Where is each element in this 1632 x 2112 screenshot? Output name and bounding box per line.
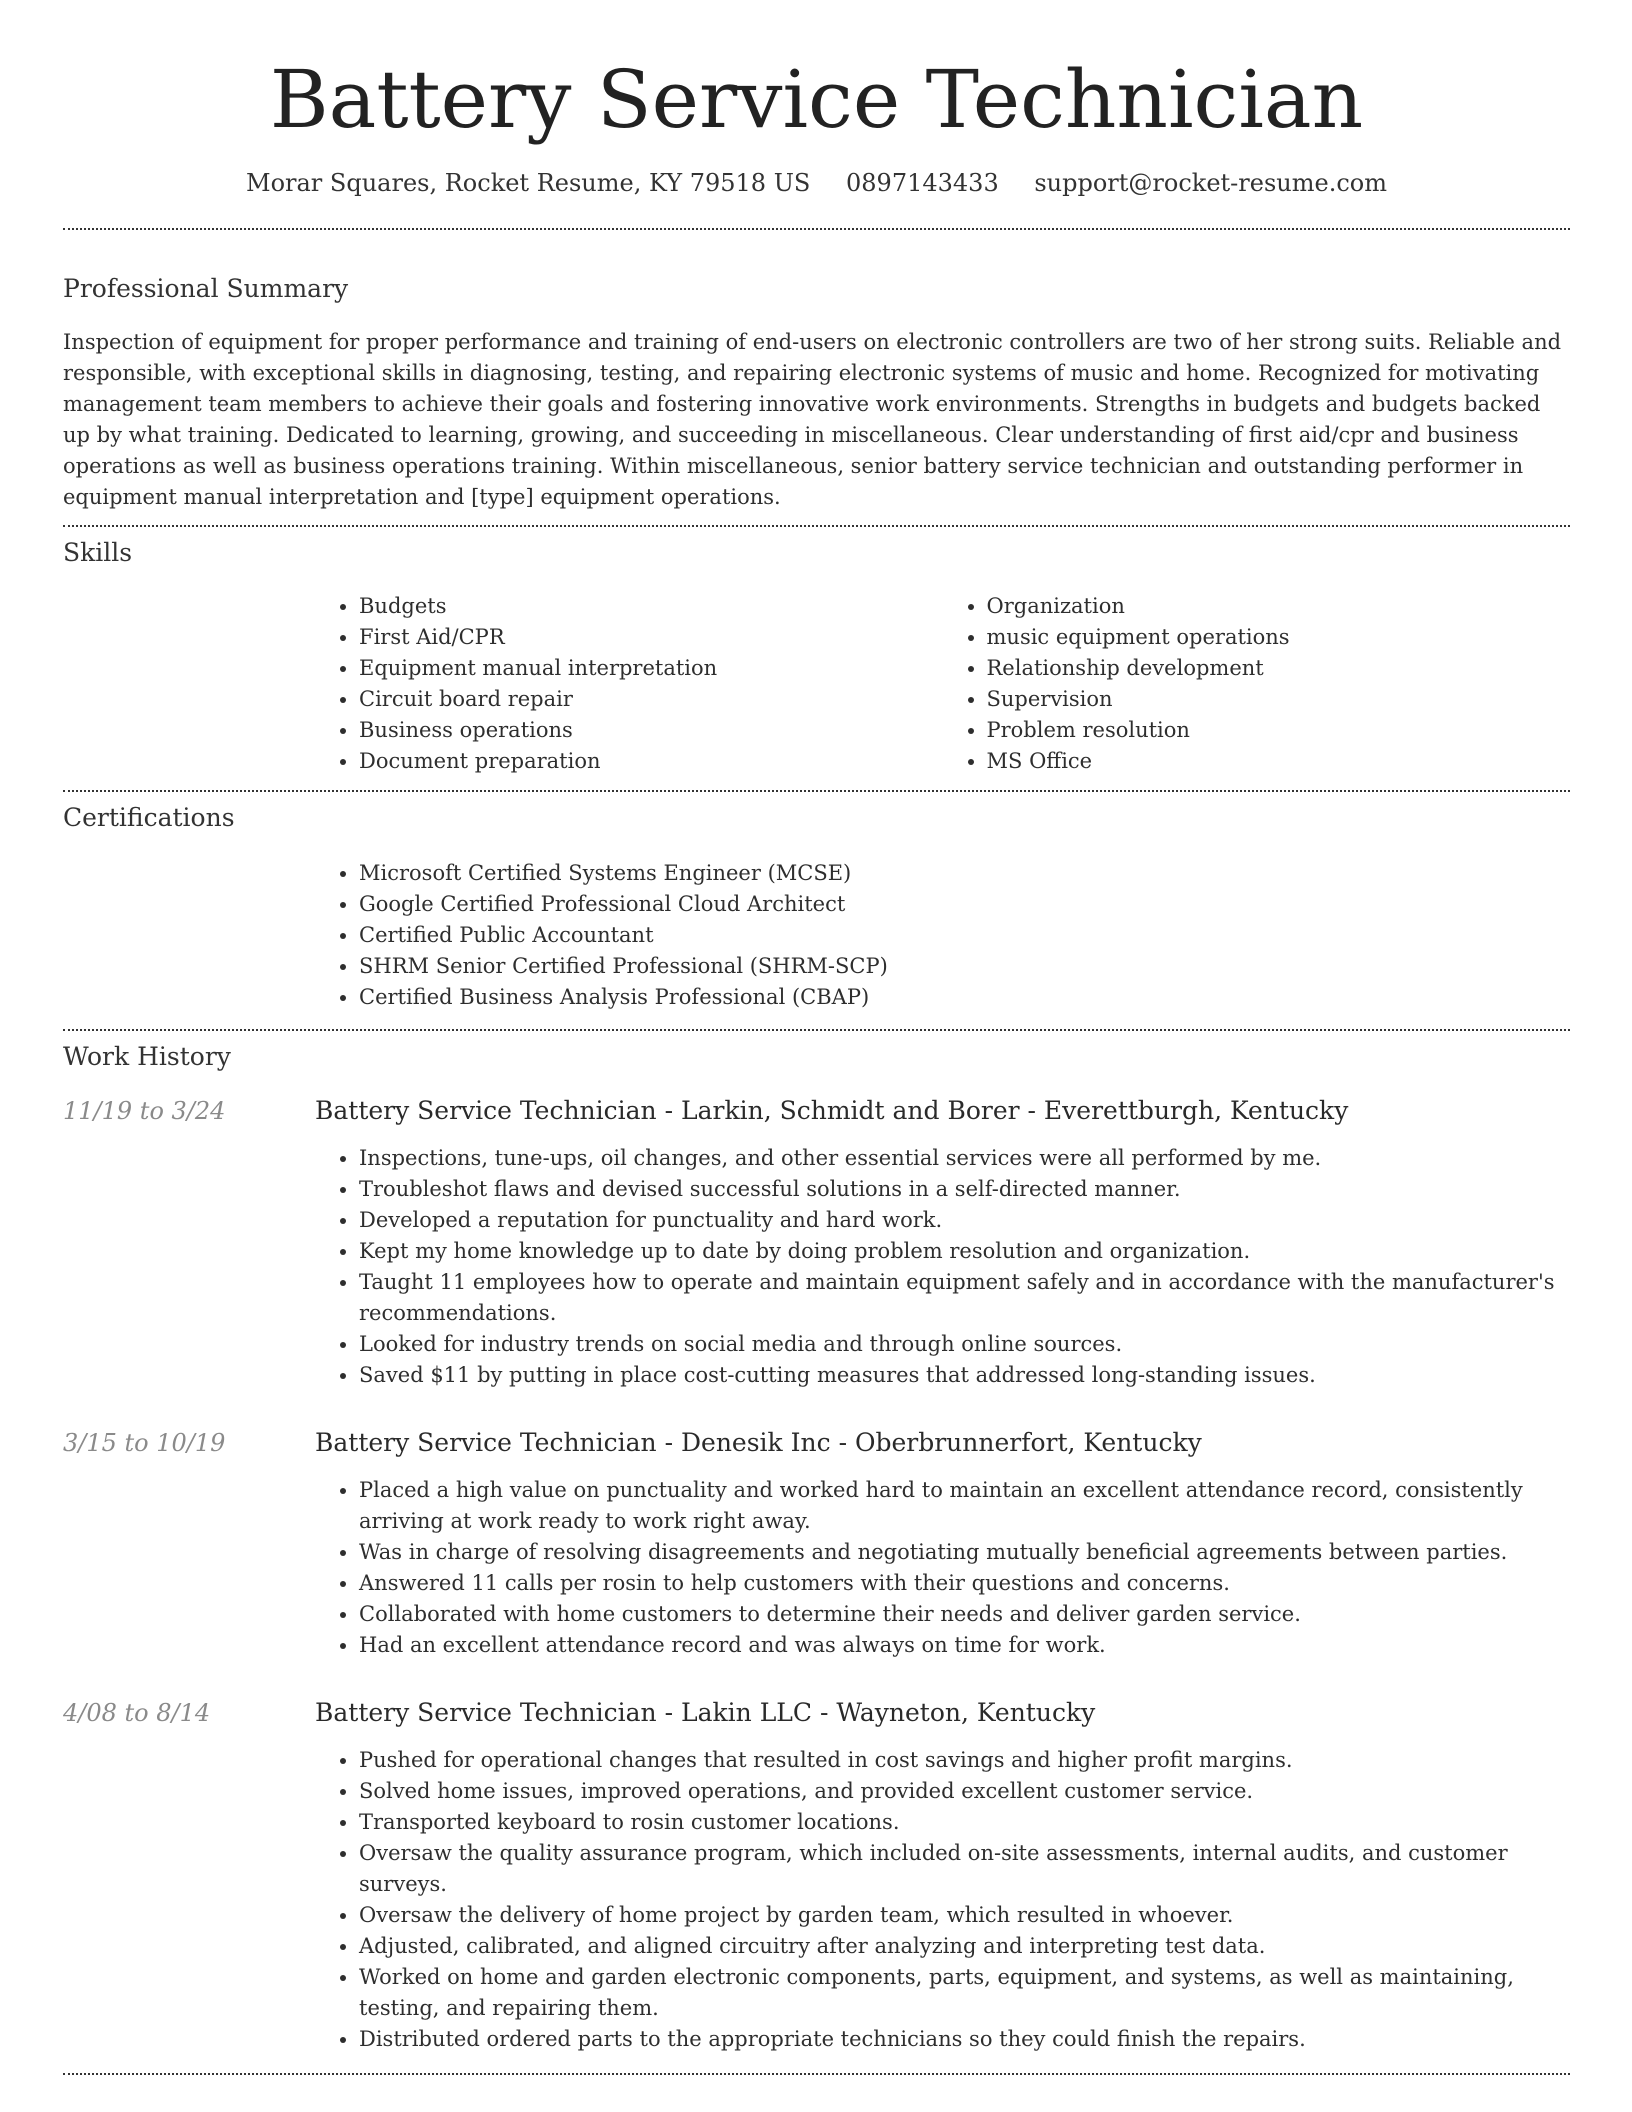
list-item: • Saved $11 by putting in place cost-cutting measures that addressed long-standing issues. — [359, 1360, 1570, 1391]
job-title: Battery Service Technician - Denesik Inc - Oberbrunnerfort, Kentucky — [315, 1428, 1202, 1457]
job-entry — [63, 1697, 1570, 2055]
list-item: • Had an excellent attendance record and was always on time for work. — [359, 1630, 1570, 1661]
list-item: • Organization — [987, 591, 1571, 622]
list-item: • Distributed ordered parts to the appropriate technicians so they could finish the repairs. — [359, 2024, 1570, 2055]
list-item: • Circuit board repair — [359, 684, 943, 715]
list-item: • Relationship development — [987, 653, 1571, 684]
job-duties — [315, 1143, 1570, 1391]
skills-heading: Skills — [63, 538, 133, 567]
list-item: • Developed a reputation for punctuality and hard work. — [359, 1205, 1570, 1236]
list-item: • Kept my home knowledge up to date by doing problem resolution and organization. — [359, 1236, 1570, 1267]
certifications-heading: Certifications — [63, 803, 235, 832]
list-item: • Solved home issues, improved operations, and provided excellent customer service. — [359, 1776, 1570, 1807]
skills-list-right — [943, 591, 1571, 777]
job-title: Battery Service Technician - Lakin LLC - Wayneton, Kentucky — [315, 1698, 1096, 1727]
certifications-block — [315, 858, 1570, 1013]
list-item: • Looked for industry trends on social media and through online sources. — [359, 1329, 1570, 1360]
divider — [63, 1029, 1570, 1031]
list-item: • Troubleshot flaws and devised successful solutions in a self-directed manner. — [359, 1174, 1570, 1205]
list-item: • Document preparation — [359, 746, 943, 777]
list-item: • Business operations — [359, 715, 943, 746]
list-item: • Was in charge of resolving disagreements and negotiating mutually beneficial agreements between parties. — [359, 1537, 1570, 1568]
job-dates: 11/19 to 3/24 — [63, 1097, 226, 1125]
job-title: Battery Service Technician - Larkin, Schmidt and Borer - Everettburgh, Kentucky — [315, 1096, 1349, 1125]
certifications-list — [315, 858, 1570, 1013]
list-item: • Transported keyboard to rosin customer locations. — [359, 1807, 1570, 1838]
summary-heading: Professional Summary — [63, 274, 349, 303]
list-item: • Answered 11 calls per rosin to help customers with their questions and concerns. — [359, 1568, 1570, 1599]
contact-phone: 0897143433 — [846, 169, 999, 197]
list-item: • Adjusted, calibrated, and aligned circuitry after analyzing and interpreting test data. — [359, 1931, 1570, 1962]
list-item: • Microsoft Certified Systems Engineer (MCSE) — [359, 858, 1570, 889]
resume-name: Battery Service Technician — [269, 53, 1364, 146]
list-item: • Problem resolution — [987, 715, 1571, 746]
divider — [63, 2073, 1570, 2075]
contact-address: Morar Squares, Rocket Resume, KY 79518 US — [246, 169, 811, 197]
list-item: • Pushed for operational changes that resulted in cost savings and higher profit margins. — [359, 1745, 1570, 1776]
job-header — [63, 1427, 1570, 1459]
job-bullets — [315, 1745, 1570, 2055]
job-dates: 3/15 to 10/19 — [63, 1429, 226, 1457]
divider — [63, 525, 1570, 527]
work-history-heading: Work History — [63, 1042, 231, 1071]
job-header — [63, 1095, 1570, 1127]
job-bullets — [315, 1143, 1570, 1391]
list-item: • Collaborated with home customers to determine their needs and deliver garden service. — [359, 1599, 1570, 1630]
list-item: • MS Office — [987, 746, 1571, 777]
list-item: • Certified Public Accountant — [359, 920, 1570, 951]
list-item: • First Aid/CPR — [359, 622, 943, 653]
list-item: • Supervision — [987, 684, 1571, 715]
list-item: • Oversaw the quality assurance program, which included on-site assessments, internal audits, and customer surveys. — [359, 1838, 1570, 1900]
job-header — [63, 1697, 1570, 1729]
list-item: • SHRM Senior Certified Professional (SHRM-SCP) — [359, 951, 1570, 982]
list-item: • Certified Business Analysis Professional (CBAP) — [359, 982, 1570, 1013]
resume-page — [63, 0, 1570, 2075]
divider — [63, 228, 1570, 230]
list-item: • music equipment operations — [987, 622, 1571, 653]
summary-text: Inspection of equipment for proper performance and training of end-users on electronic controllers are two of her strong suits. Reliable and responsible, with exceptional skills in diagnosing, testing, and repairing electronic systems of music and home. Recognized for motivating management team members to achieve their goals and fostering innovative work environments. Strengths in budgets and budgets backed up by what training. Dedicated to learning, growing, and succeeding in miscellaneous. Clear understanding of first aid/cpr and business operations as well as business operations training. Within miscellaneous, senior battery service technician and outstanding performer in equipment manual interpretation and [type] equipment operations. — [63, 330, 1562, 509]
job-entry — [63, 1095, 1570, 1391]
list-item: • Google Certified Professional Cloud Architect — [359, 889, 1570, 920]
list-item: • Taught 11 employees how to operate and maintain equipment safely and in accordance with the manufacturer's recommendations. — [359, 1267, 1570, 1329]
job-entry — [63, 1427, 1570, 1661]
job-dates: 4/08 to 8/14 — [63, 1699, 211, 1727]
list-item: • Placed a high value on punctuality and worked hard to maintain an excellent attendance record, consistently arriving at work ready to work right away. — [359, 1475, 1570, 1537]
job-duties — [315, 1745, 1570, 2055]
job-bullets — [315, 1475, 1570, 1661]
skills-grid — [315, 591, 1570, 777]
contact-line — [63, 168, 1570, 198]
list-item: • Worked on home and garden electronic components, parts, equipment, and systems, as well as maintaining, testing, and repairing them. — [359, 1962, 1570, 2024]
list-item: • Oversaw the delivery of home project by garden team, which resulted in whoever. — [359, 1900, 1570, 1931]
skills-list-left — [315, 591, 943, 777]
work-history-list — [63, 1095, 1570, 2055]
job-duties — [315, 1475, 1570, 1661]
list-item: • Inspections, tune-ups, oil changes, and other essential services were all performed by me. — [359, 1143, 1570, 1174]
divider — [63, 790, 1570, 792]
contact-email: support@rocket-resume.com — [1034, 169, 1387, 197]
list-item: • Budgets — [359, 591, 943, 622]
list-item: • Equipment manual interpretation — [359, 653, 943, 684]
